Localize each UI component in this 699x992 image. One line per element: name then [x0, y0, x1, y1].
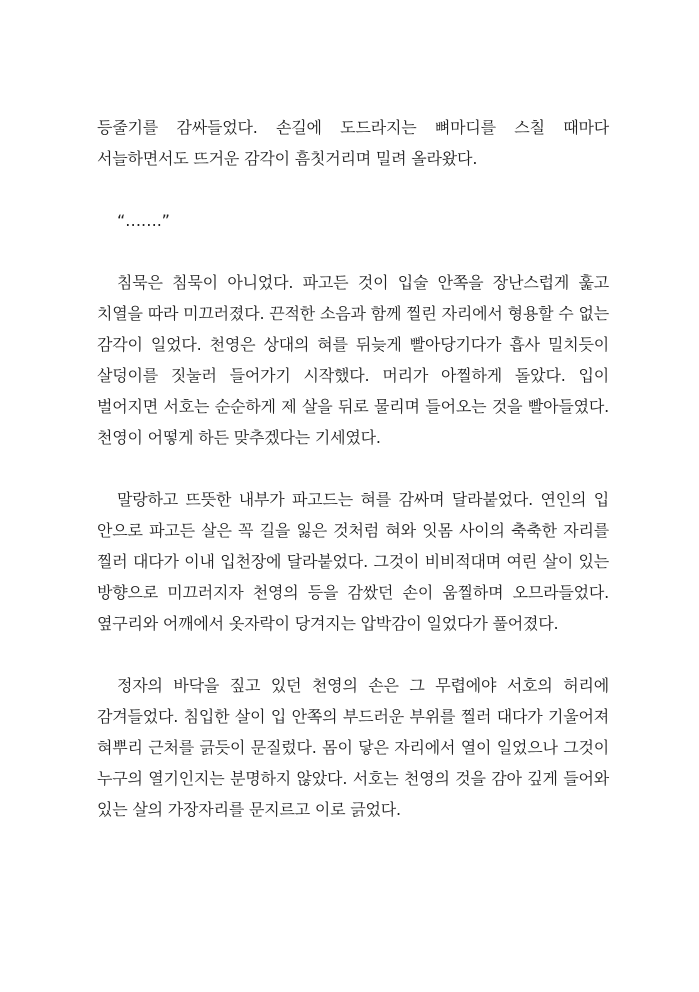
paragraph-4: 정자의 바닥을 짚고 있던 천영의 손은 그 무렵에야 서호의 허리에 감겨들었다. 침입한 살이 입 안쪽의 부드러운 부위를 찔러 대다가 기울어져 혀뿌리 근처를 긁듯이 문질렀다. 몸이 닿은 자리에서 열이 일었으나 그것이 누구의 열기인지는 분명하지 않았다. 서호는 천영의 것을 감아 깊게 들어와 있는 살의 가장자리를 문지르고 이로 긁었다. [97, 676, 609, 819]
paragraph-3: 말랑하고 뜨뜻한 내부가 파고드는 혀를 감싸며 달라붙었다. 연인의 입 안으로 파고든 살은 꼭 길을 잃은 것처럼 혀와 잇몸 사이의 축축한 자리를 찔러 대다가 이내 입천장에 달라붙었다. 그것이 비비적대며 여린 살이 있는 방향으로 미끄러지자 천영의 등을 감쌌던 손이 움찔하며 오므라들었다. 옆구리와 어깨에서 옷자락이 당겨지는 압박감이 일었다가 풀어졌다. [97, 490, 609, 633]
paragraph-2: 침묵은 침묵이 아니었다. 파고든 것이 입술 안쪽을 장난스럽게 훑고 치열을 따라 미끄러졌다. 끈적한 소음과 함께 찔린 자리에서 형용할 수 없는 감각이 일었다. 천영은 상대의 혀를 뒤늦게 빨아당기다가 흡사 밀치듯이 살덩이를 짓눌러 들어가기 시작했다. 머리가 아찔하게 돌았다. 입이 벌어지면 서호는 순순하게 제 살을 뒤로 물리며 들어오는 것을 빨아들였다. 천영이 어떻게 하든 맞추겠다는 기세였다. [97, 273, 609, 447]
dialogue-line: “…….” [117, 211, 170, 230]
body-text [97, 112, 609, 856]
paragraph-1: 등줄기를 감싸들었다. 손길에 도드라지는 뼈마디를 스칠 때마다 서늘하면서도 뜨거운 감각이 흠칫거리며 밀려 올라왔다. [97, 118, 609, 168]
